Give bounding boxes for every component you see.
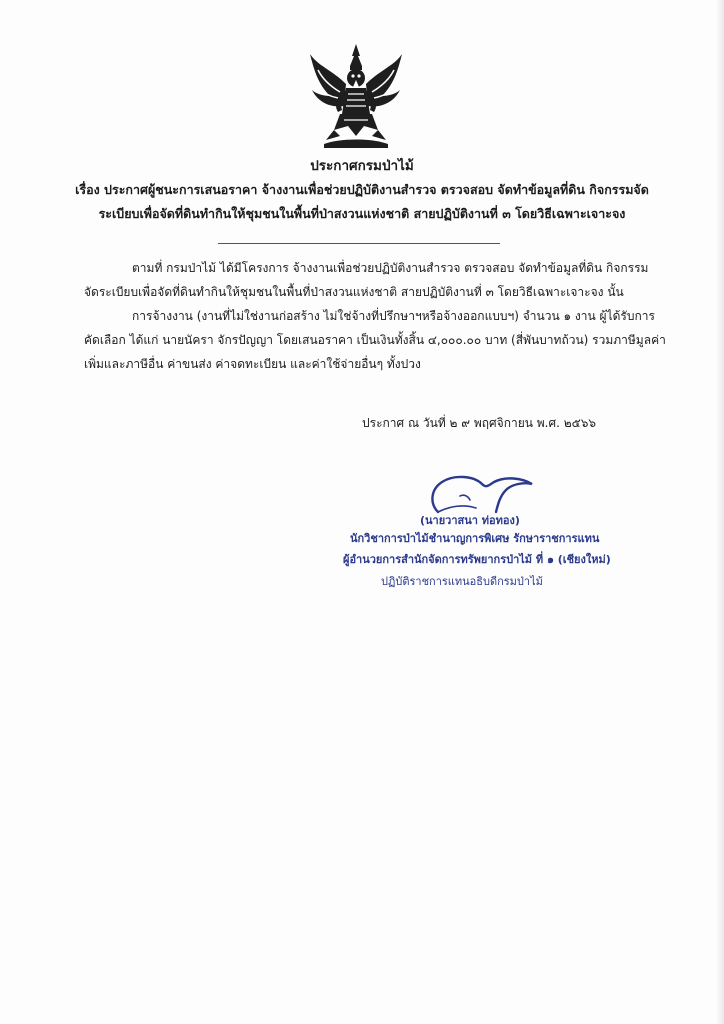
signatory-name: (นายวาสนา ท่อทอง) [420,514,520,527]
scan-edge-shadow [716,0,724,1024]
body-paragraph-line: คัดเลือก ได้แก่ นายนัครา จักรปัญญา โดยเสนอราคา เป็นเงินทั้งสิ้น ๔,๐๐๐.๐๐ บาท (สี่พันบาทถ้วน) รวมภาษีมูลค่า [84,333,666,347]
signatory-position: นักวิชาการป่าไม้ชำนาญการพิเศษ รักษาราชการแทน [350,532,600,545]
agency-heading: ประกาศกรมป่าไม้ [310,158,414,174]
garuda-emblem-icon [304,40,408,152]
subject-line: ระเบียบเพื่อจัดที่ดินทำกินให้ชุมชนในพื้นที่ป่าสงวนแห่งชาติ สายปฏิบัติงานที่ ๓ โดยวิธีเฉพาะเจาะจง [98,206,626,221]
body-paragraph-line: ตามที่ กรมป่าไม้ ได้มีโครงการ จ้างงานเพื่อช่วยปฏิบัติงานสำรวจ ตรวจสอบ จัดทำข้อมูลที่ดิน กิจกรรม [132,261,649,275]
body-paragraph-line: เพิ่มและภาษีอื่น ค่าขนส่ง ค่าจดทะเบียน และค่าใช้จ่ายอื่นๆ ทั้งปวง [84,357,421,371]
subject-heading [60,178,664,226]
announcement-date: ประกาศ ณ วันที่ ๒ ๙ พฤศจิกายน พ.ศ. ๒๕๖๖ [362,416,596,430]
signatory-position: ปฏิบัติราชการแทนอธิบดีกรมป่าไม้ [381,575,543,588]
subject-line: เรื่อง ประกาศผู้ชนะการเสนอราคา จ้างงานเพื่อช่วยปฏิบัติงานสำรวจ ตรวจสอบ จัดทำข้อมูลที่ดิน กิจกรรมจัด [75,182,649,197]
body-paragraph-line: จัดระเบียบเพื่อจัดที่ดินทำกินให้ชุมชนในพื้นที่ป่าสงวนแห่งชาติ สายปฏิบัติงานที่ ๓ โดยวิธีเฉพาะเจาะจง นั้น [84,285,624,299]
body-paragraph-line: การจ้างงาน (งานที่ไม่ใช่งานก่อสร้าง ไม่ใช่จ้างที่ปรึกษาฯหรือจ้างออกแบบฯ) จำนวน ๑ งาน ผู้ได้รับการ [132,309,655,323]
signatory-position: ผู้อำนวยการสำนักจัดการทรัพยากรป่าไม้ ที่ ๑ (เชียงใหม่) [343,553,611,566]
divider [218,243,500,244]
